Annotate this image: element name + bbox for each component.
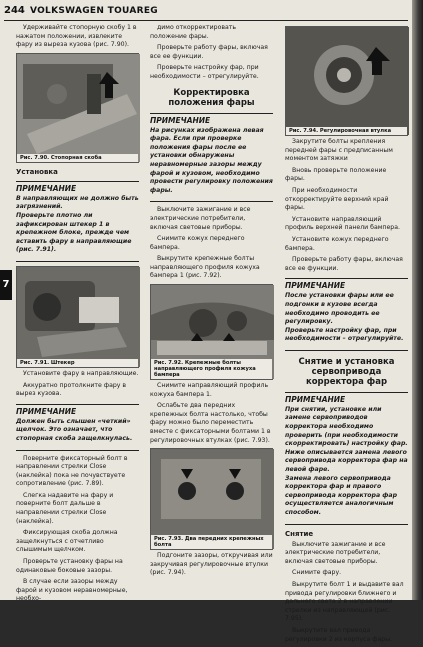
column-1 xyxy=(16,24,139,607)
note-title: ПРИМЕЧАНИЕ xyxy=(16,404,139,416)
paragraph: Проверьте настройку фар, при необходимости – отрегулируйте. xyxy=(150,64,259,80)
paragraph: Аккуратно протолкните фару в вырез кузова. xyxy=(16,381,127,398)
figure-7-92 xyxy=(150,284,273,380)
figure-7-94 xyxy=(285,26,408,136)
paragraph: Снимите направляющий профиль кожуха бампера 1. xyxy=(150,382,269,398)
paragraph: Ослабьте два передних крепежных болта настолько, чтобы фару можно было переместить вместе с фиксаторными болтами 1 в регулировочных втулках (рис. 7.93). xyxy=(150,402,271,444)
paragraph: Удерживайте стопорную скобу 1 в нажатом положении, извлеките фару из выреза кузова (рис. 7.90). xyxy=(16,24,137,49)
column-3 xyxy=(285,24,408,647)
note-title: ПРИМЕЧАНИЕ xyxy=(285,278,408,290)
chapter-tab: 7 xyxy=(0,270,12,300)
paragraph: Проверьте установку фары на одинаковые боковые зазоры. xyxy=(16,558,123,574)
paragraph: Слегка надавите на фару и поверните болт дальше в направлении стрелки Close (наклейка). xyxy=(16,491,114,525)
paragraph: Снимите кожух переднего бампера. xyxy=(150,235,245,251)
photo-connector xyxy=(17,267,140,367)
book-spine-shadow xyxy=(412,0,423,600)
paragraph: Поверните фиксаторный болт в направлении стрелки Close (наклейка) пока не почувствуете сопротивление (рис. 7.89). xyxy=(16,454,128,488)
note-text: На рисунках изображена левая фара. Если при проверке положения фары после ее установки обнаружены неравномерные зазоры между фарой и кузовом, необходимо провести регулировку положения фары. xyxy=(150,126,273,194)
paragraph: димо откорректировать положение фары. xyxy=(150,24,237,40)
figure-7-93 xyxy=(150,448,273,550)
paragraph: Установите направляющий профиль верхней панели бампера. xyxy=(285,215,400,232)
figure-7-91 xyxy=(16,266,139,368)
note-box xyxy=(285,406,408,525)
paragraph: При необходимости откорректируйте верхний край фары. xyxy=(285,186,389,212)
note-title: ПРИМЕЧАНИЕ xyxy=(285,392,408,404)
note-box xyxy=(285,292,408,351)
page-header xyxy=(0,3,412,21)
note-text: При снятии, установке или замене сервоприводов корректора необходимо проверить (при необходимости скорректировать) настройку фар. Ниже описывается замена левого сервопривода корректора фар на левой фаре. Замена левого сервопривода корректора фар и правого сервопривода корректора фар осуществляется аналогичным способом. xyxy=(285,405,408,516)
figure-caption: Рис. 7.90. Стопорная скоба xyxy=(17,154,138,162)
photo-retaining-clip xyxy=(17,54,140,162)
paragraph: Проверьте работу фары, включая все ее функции. xyxy=(150,44,268,60)
paragraph: Выкрутите вал привода регулировки 2 из корпуса фары. xyxy=(285,626,393,643)
note-text: Должен быть слышен «четкий» щелчок. Это означает, что стопорная скоба защелкнулась. xyxy=(16,417,133,442)
paragraph: Снимите фару. xyxy=(292,569,342,577)
figure-caption: Рис. 7.91. Штекер xyxy=(17,359,138,367)
column-2 xyxy=(150,24,273,581)
note-title: ПРИМЕЧАНИЕ xyxy=(150,113,273,125)
paragraph: Подгоните зазоры, откручивая или закручивая регулировочные втулки (рис. 7.94). xyxy=(150,552,273,577)
note-text: После установки фары или ее подгонки в кузове всегда необходимо проводить ее регулировку. Проверьте настройку фар, при необходимости – отрегулируйте. xyxy=(285,292,404,343)
note-text: В направляющих не должно быть загрязнений. Проверьте плотно ли зафиксирован штекер 1 в крепежном блоке, прежде чем вставить фару в направляющие (рис. 7.91). xyxy=(16,194,139,254)
section-remove-title: Снятие xyxy=(285,529,314,538)
paragraph: Выключите зажигание и все электрические потребители, включая световые приборы. xyxy=(285,540,386,565)
paragraph: Установите кожух переднего бампера. xyxy=(285,235,389,252)
running-title: VOLKSWAGEN TOUAREG xyxy=(30,6,158,16)
header-rule xyxy=(4,20,408,21)
note-box xyxy=(16,418,139,451)
paragraph: Проверьте работу фары, включая все ее функции. xyxy=(285,256,403,272)
note-box xyxy=(150,127,273,203)
section-install-title: Установка xyxy=(16,167,58,176)
paragraph: Выкрутите болт 1 и выдавите вал привода регулировки ближнего и дальнего света 2 в направлении стрелки из направляющей (рис. 7.95). xyxy=(285,580,404,623)
figure-caption: Рис. 7.93. Два передних крепежных болта xyxy=(151,535,272,549)
paragraph: Выкрутите крепежные болты направляющего профиля кожуха бампера 1 (рис. 7.92). xyxy=(150,255,260,280)
note-box xyxy=(16,195,139,262)
paragraph: Выключите зажигание и все электрические потребители, включая световые приборы. xyxy=(150,206,251,231)
figure-7-90 xyxy=(16,53,139,163)
figure-caption: Рис. 7.92. Крепежные болты направляющего профиля кожуха бампера xyxy=(151,359,272,379)
photo-front-bolts xyxy=(151,449,274,549)
section-heading: Корректировка положения фары xyxy=(168,87,255,108)
paragraph: Закрутите болты крепления передней фары с предписанным моментом затяжки xyxy=(285,138,393,163)
paragraph: Вновь проверьте положение фары. xyxy=(285,166,387,183)
figure-caption: Рис. 7.94. Регулировочная втулка xyxy=(286,127,407,135)
paragraph: Фиксирующая скоба должна защелкнуться с отчетливо слышимым щелчком. xyxy=(16,529,118,554)
paragraph: В случае если зазоры между фарой и кузовом неравномерные, необхо- xyxy=(16,578,128,603)
section-heading: Снятие и установка сервопривода корректора фар xyxy=(298,356,395,387)
page-number: 244 xyxy=(4,5,25,16)
note-title: ПРИМЕЧАНИЕ xyxy=(16,181,139,193)
paragraph: Установите фару в направляющие. xyxy=(23,369,139,377)
photo-adjusting-sleeve xyxy=(286,27,409,135)
